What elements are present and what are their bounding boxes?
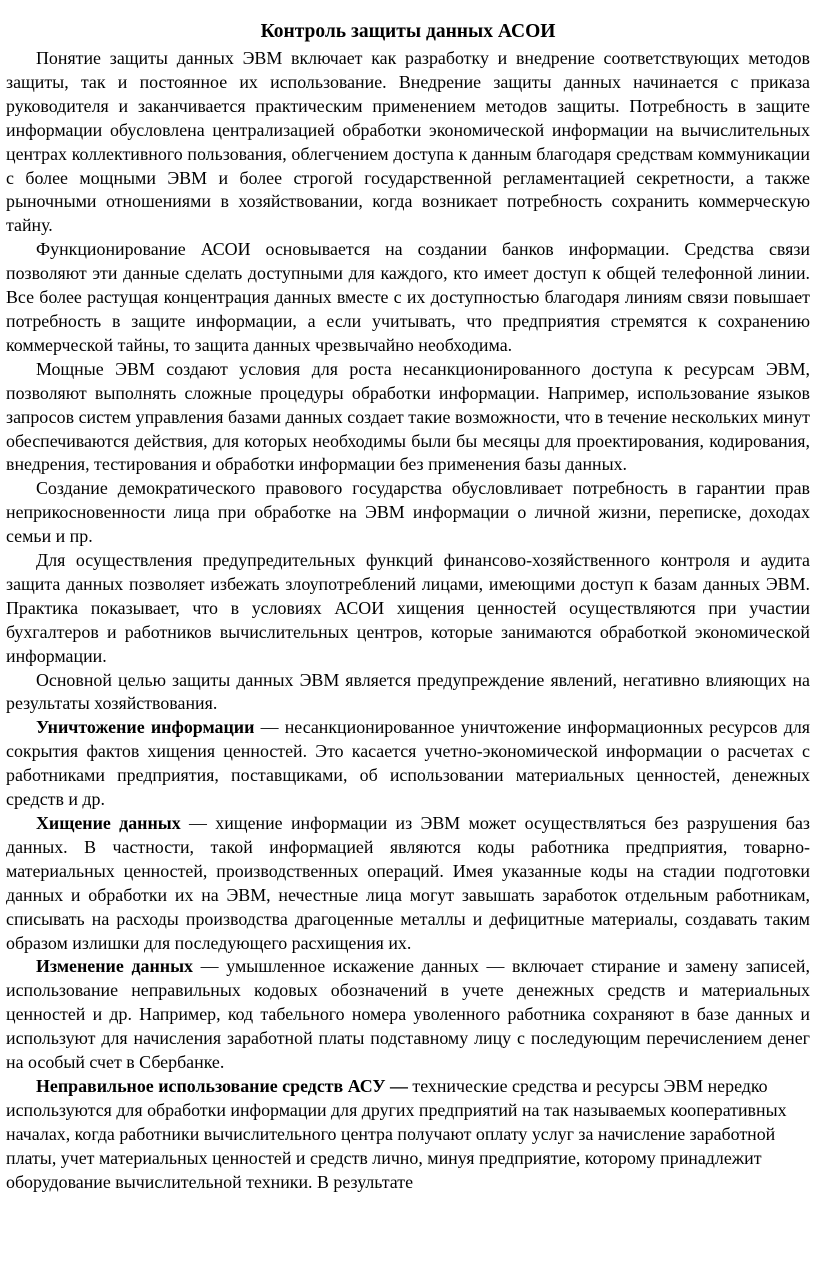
paragraph-destruction xyxy=(6,716,810,812)
paragraph-text: технические средства и ресурсы ЭВМ нередко используются для обработки информации для других предприятий на так называемых кооперативных началах, когда работники вычислительного центра получают оплату услуг за начисление заработной платы, учет материальных ценностей и средств лично, минуя предприятие, которому принадлежит оборудование вычислительной техники. В результате xyxy=(6,1075,787,1192)
paragraph-text: — несанкционированное уничтожение информационных ресурсов для сокрытия фактов хищения ценностей. Это касается учетно-экономической информации о расчетах с работниками предприятия, поставщиками, об использовании материальных ценностей, денежных средств и др. xyxy=(6,717,810,810)
paragraph-term: Изменение данных xyxy=(36,956,193,977)
paragraph-2 xyxy=(6,238,810,358)
paragraph-misuse xyxy=(6,1075,810,1195)
paragraph-theft xyxy=(6,812,810,955)
paragraph-text: Для осуществления предупредительных функций финансово-хозяйственного контроля и аудита защита данных позволяет избежать злоупотреблений лицами, имеющими доступ к базам данных ЭВМ. Практика показывает, что в условиях АСОИ хищения ценностей осуществляются при участии бухгалтеров и работников вычислительных центров, которые занимаются обработкой экономической информации. xyxy=(6,550,810,666)
paragraph-modification xyxy=(6,955,810,1075)
paragraph-5 xyxy=(6,549,810,669)
paragraph-text: Мощные ЭВМ создают условия для роста несанкционированного доступа к ресурсам ЭВМ, позволяют выполнять сложные процедуры обработки информации. Например, использование языков запросов систем управления базами данных создает такие возможности, что в течение нескольких минут обеспечиваются действия, для которых необходимы были бы месяцы для проектирования, кодирования, внедрения, тестирования и обработки информации без применения базы данных. xyxy=(6,358,810,475)
paragraph-term: Хищение данных xyxy=(36,813,181,833)
paragraph-6 xyxy=(6,669,810,717)
page-title: Контроль защиты данных АСОИ xyxy=(260,21,556,42)
paragraph-text: Создание демократического правового государства обусловливает потребность в гарантии прав неприкосновенности лица при обработке на ЭВМ информации о личной жизни, переписке, доходах семьи и пр. xyxy=(6,478,810,547)
paragraph-text: Функционирование АСОИ основывается на создании банков информации. Средства связи позволяют эти данные сделать доступными для каждого, кто имеет доступ к общей телефонной линии. Все более растущая концентрация данных вместе с их доступностью благодаря линиям связи повышает потребность в защите информации, а если учитывать, что предприятия стремятся к сохранению коммерческой тайны, то защита данных чрезвычайно необходима. xyxy=(6,239,810,355)
paragraph-term: Уничтожение информации xyxy=(36,717,255,738)
paragraph-text: — умышленное искажение данных — включает стирание и замену записей, использование неправильных кодовых обозначений в учете денежных средств и материальных ценностей и др. Например, код табельного номера уволенного работника сохраняют в базе данных и используют для начисления заработной платы подставному лицу с последующим перечислением денег на особый счет в Сбербанке. xyxy=(6,956,810,1073)
paragraph-text: Понятие защиты данных ЭВМ включает как разработку и внедрение соответствующих методов защиты, так и постоянное их использование. Внедрение защиты данных начинается с приказа руководителя и заканчивается практическим применением методов защиты. Потребность в защите информации обусловлена централизацией обработки экономической информации на вычислительных центрах коллективного пользования, облегчением доступа к данным благодаря средствам коммуникации с более мощными ЭВМ и более строгой государственной регламентацией секретности, а также рыночными отношениями в хозяйствовании, когда возникает потребность сохранить коммерческую тайну. xyxy=(6,48,810,236)
paragraph-text: Основной целью защиты данных ЭВМ является предупреждение явлений, негативно влияющих на результаты хозяйствования. xyxy=(6,669,810,714)
paragraph-text: — хищение информации из ЭВМ может осуществляться без разрушения баз данных. В частности, такой информацией являются коды работника предприятия, товарно-материальных ценностей, производственных операций. Имея указанные коды на стадии подготовки данных и обработки их на ЭВМ, нечестные лица могут завышать заработок отдельным работникам, списывать на расходы производства драгоценные металлы и дефицитные материалы, создавать таким образом излишки для последующего расхищения их. xyxy=(6,813,810,953)
paragraph-3 xyxy=(6,358,810,478)
paragraph-4 xyxy=(6,477,810,549)
document-page xyxy=(6,20,810,1195)
paragraph-term: Неправильное использование средств АСУ — xyxy=(36,1075,408,1096)
paragraph-1 xyxy=(6,47,810,238)
